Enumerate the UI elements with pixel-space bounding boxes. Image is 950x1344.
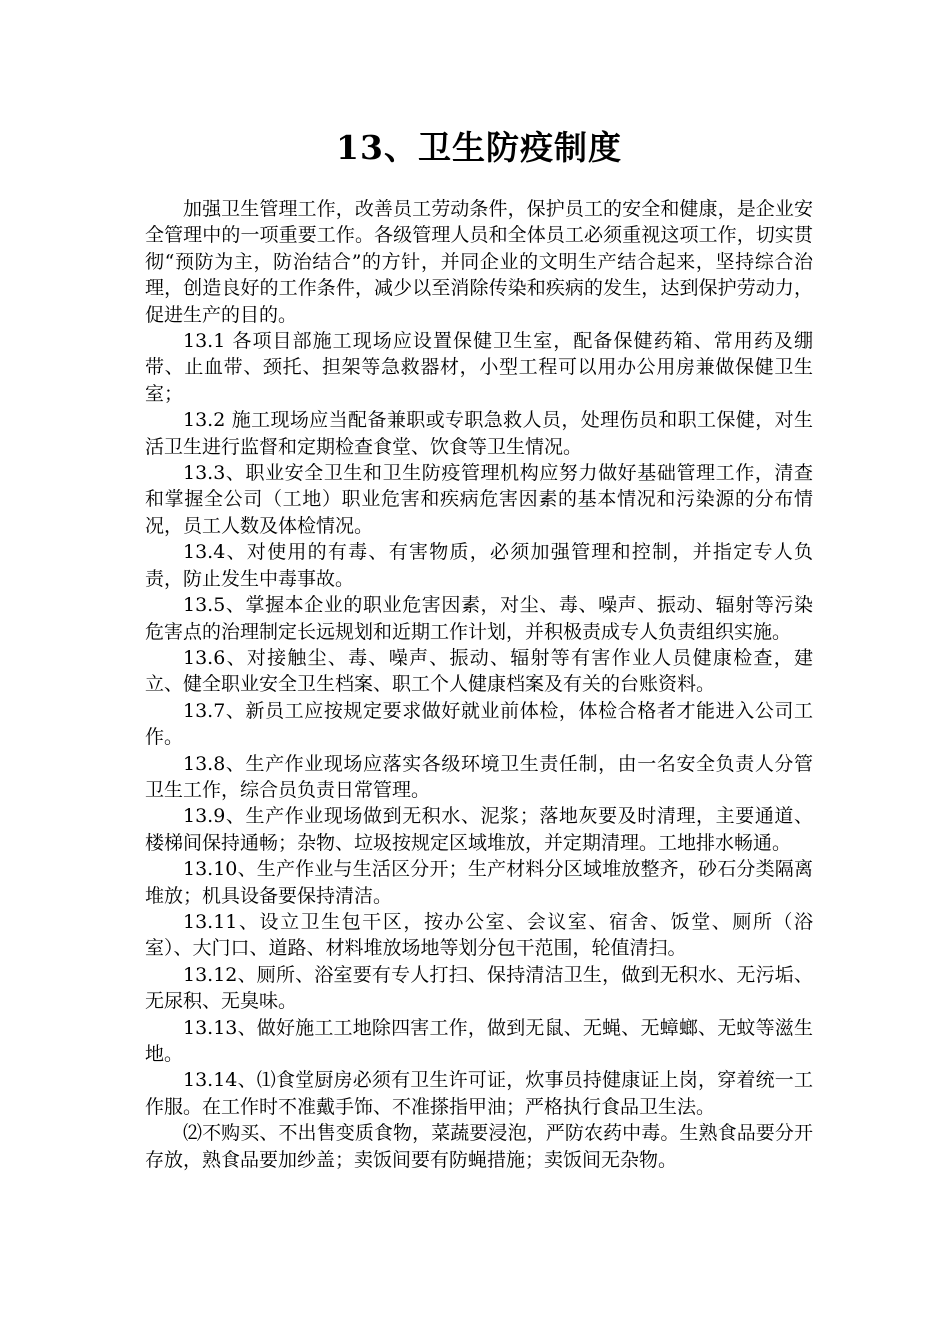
paragraph-13-7: 13.7、新员工应按规定要求做好就业前体检，体检合格者才能进入公司工作。 — [145, 699, 813, 749]
paragraph-13-11: 13.11、设立卫生包干区，按办公室、会议室、宿舍、饭堂、厕所（浴室）、大门口、道路、材料堆放场地等划分包干范围，轮值清扫。 — [145, 910, 813, 960]
document-body — [145, 196, 813, 1173]
paragraph-13-1: 13.1 各项目部施工现场应设置保健卫生室，配备保健药箱、常用药及绷带、止血带、颈托、担架等急救器材，小型工程可以用办公用房兼做保健卫生室； — [145, 330, 813, 405]
paragraph-13-4: 13.4、对使用的有毒、有害物质，必须加强管理和控制，并指定专人负责，防止发生中毒事故。 — [145, 541, 813, 590]
paragraph-13-8: 13.8、生产作业现场应落实各级环境卫生责任制，由一名安全负责人分管卫生工作，综合员负责日常管理。 — [145, 752, 813, 801]
paragraph-13-14-2: ⑵不购买、不出售变质食物，菜蔬要浸泡，严防农药中毒。生熟食品要分开存放，熟食品要加纱盖；卖饭间要有防蝇措施；卖饭间无杂物。 — [145, 1122, 813, 1171]
paragraph-13-14-1: 13.14、⑴食堂厨房必须有卫生许可证，炊事员持健康证上岗，穿着统一工作服。在工作时不准戴手饰、不准搽指甲油；严格执行食品卫生法。 — [145, 1069, 813, 1118]
paragraph-13-10: 13.10、生产作业与生活区分开；生产材料分区域堆放整齐，砂石分类隔离堆放；机具设备要保持清洁。 — [145, 858, 813, 907]
document-title: 13、卫生防疫制度 — [336, 128, 622, 167]
paragraph-intro: 加强卫生管理工作，改善员工劳动条件，保护员工的安全和健康，是企业安全管理中的一项重要工作。各级管理人员和全体员工必须重视这项工作，切实贯彻“预防为主，防治结合”的方针，并同企业的文明生产结合起来，坚持综合治理，创造良好的工作条件，减少以至消除传染和疾病的发生，达到保护劳动力，促进生产的目的。 — [145, 198, 813, 326]
paragraph-13-9: 13.9、生产作业现场做到无积水、泥浆；落地灰要及时清理，主要通道、楼梯间保持通畅；杂物、垃圾按规定区域堆放，并定期清理。工地排水畅通。 — [145, 805, 813, 854]
paragraph-13-3: 13.3、职业安全卫生和卫生防疫管理机构应努力做好基础管理工作，清查和掌握全公司（工地）职业危害和疾病危害因素的基本情况和污染源的分布情况，员工人数及体检情况。 — [145, 462, 813, 537]
paragraph-13-5: 13.5、掌握本企业的职业危害因素，对尘、毒、噪声、振动、辐射等污染危害点的治理制定长远规划和近期工作计划，并积极责成专人负责组织实施。 — [145, 594, 813, 643]
paragraph-13-2: 13.2 施工现场应当配备兼职或专职急救人员，处理伤员和职工保健，对生活卫生进行监督和定期检查食堂、饮食等卫生情况。 — [145, 409, 813, 458]
paragraph-13-6: 13.6、对接触尘、毒、噪声、振动、辐射等有害作业人员健康检查，建立、健全职业安全卫生档案、职工个人健康档案及有关的台账资料。 — [145, 646, 813, 696]
paragraph-13-13: 13.13、做好施工工地除四害工作，做到无鼠、无蝇、无蟑螂、无蚊等滋生地。 — [145, 1016, 813, 1065]
paragraph-13-12: 13.12、厕所、浴室要有专人打扫、保持清洁卫生，做到无积水、无污垢、无尿积、无臭味。 — [145, 963, 813, 1013]
